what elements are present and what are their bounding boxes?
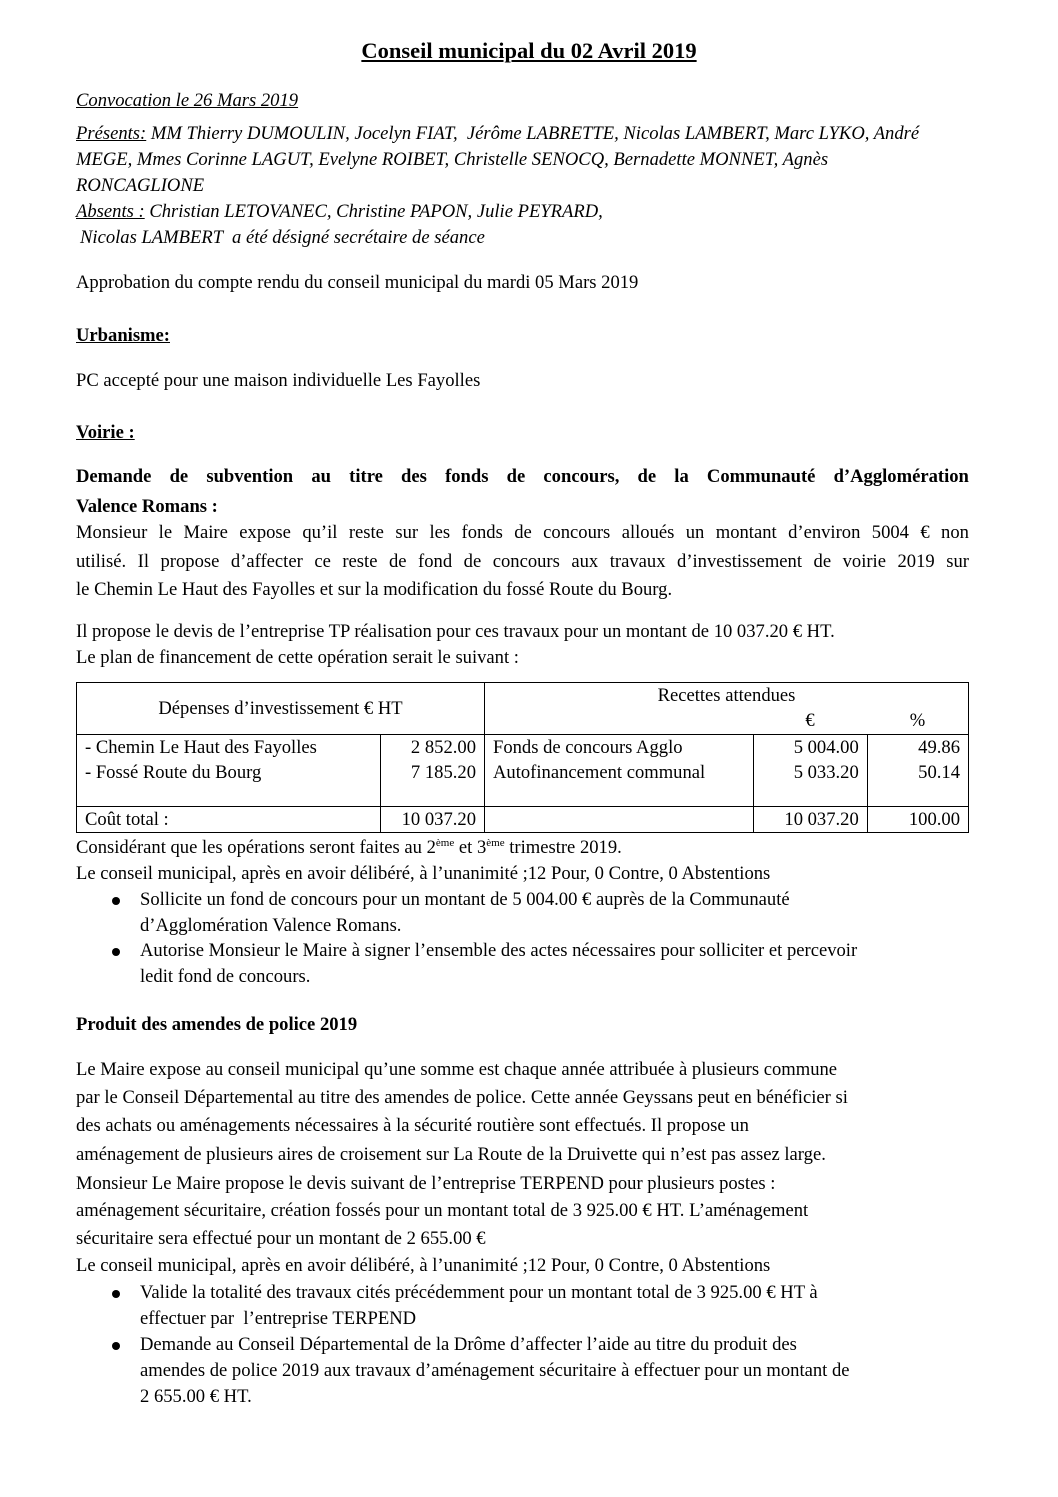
presents-line-3: RONCAGLIONE [76, 175, 205, 196]
word: ce [314, 551, 331, 572]
amendes-line: aménagement de plusieurs aires de croisement sur La Route de la Druivette qui n’est pas assez large. [76, 1144, 826, 1165]
percent-column-header: % [909, 710, 926, 731]
vote-line-2: Le conseil municipal, après en avoir délibéré, à l’unanimité ;12 Pour, 0 Contre, 0 Abstentions [76, 1255, 771, 1276]
word: les [429, 522, 451, 543]
euro-column-header: € [805, 710, 815, 731]
word: Monsieur [76, 522, 148, 543]
considerant-text: et 3 [454, 837, 487, 858]
word: utilisé. [76, 551, 127, 572]
word: au [311, 466, 331, 487]
total-recettes: 10 037.20 [753, 807, 867, 833]
word: travaux [609, 551, 666, 572]
depenses-header: Dépenses d’investissement € HT [77, 683, 485, 735]
word: d’environ [788, 522, 861, 543]
bullet-text: d’Agglomération Valence Romans. [140, 915, 402, 936]
word: de [169, 466, 189, 487]
devis-line: Il propose le devis de l’entreprise TP réalisation pour ces travaux pour un montant de 10 037.20 € HT. [76, 621, 835, 642]
amendes-line: Monsieur Le Maire propose le devis suivant de l’entreprise TERPEND pour plusieurs postes : [76, 1173, 776, 1194]
urbanisme-heading: Urbanisme: [76, 325, 170, 346]
word: de [463, 551, 482, 572]
word: reste [342, 551, 378, 572]
subvention-para-line-3: le Chemin Le Haut des Fayolles et sur la modification du fossé Route du Bourg. [76, 579, 673, 600]
word: sur [395, 522, 419, 543]
word: un [685, 522, 705, 543]
word: titre [349, 466, 383, 487]
depense-amount: 7 185.20 [410, 762, 476, 783]
depenses-labels-cell [77, 735, 381, 807]
considerant-line [76, 835, 622, 861]
amendes-line: par le Conseil Départemental au titre des amendes de police. Cette année Geyssans peut en bénéficier si [76, 1087, 848, 1108]
recette-percent: 49.86 [918, 737, 960, 758]
table-total-row [77, 807, 969, 833]
absents-line [76, 199, 603, 225]
word: d’Agglomération [833, 466, 969, 487]
subvention-para-line-1 [76, 520, 969, 546]
recette-percent: 50.14 [918, 762, 960, 783]
word: de [514, 522, 532, 543]
word: voirie [842, 551, 886, 572]
word: aux [571, 551, 599, 572]
bullet-icon [112, 1290, 120, 1298]
recettes-header: Recettes attendues [657, 685, 796, 706]
word: concours [492, 551, 560, 572]
subvention-heading-line-1 [76, 464, 969, 490]
bullet-text: effectuer par l’entreprise TERPEND [140, 1308, 417, 1329]
plan-financement-line: Le plan de financement de cette opération serait le suivant : [76, 647, 519, 668]
word: reste [348, 522, 384, 543]
bullet-text: Demande au Conseil Départemental de la Drôme d’affecter l’aide au titre du produit des [140, 1334, 797, 1355]
considerant-text: trimestre 2019. [504, 837, 622, 858]
recette-label: Fonds de concours Agglo [492, 737, 683, 758]
word: Il [137, 551, 149, 572]
presents-line-1 [76, 121, 919, 147]
recette-amount: 5 004.00 [793, 737, 859, 758]
amendes-line: sécuritaire sera effectué pour un montant de 2 655.00 € [76, 1228, 486, 1249]
urbanisme-text: PC accepté pour une maison individuelle Les Fayolles [76, 370, 481, 391]
word: d’investissement [677, 551, 803, 572]
word: expose [239, 522, 291, 543]
bullet-icon [112, 948, 120, 956]
bullet-text: Sollicite un fond de concours pour un montant de 5 004.00 € auprès de la Communauté [140, 889, 790, 910]
word: d’affecter [230, 551, 303, 572]
ordinal-suffix: ème [486, 837, 505, 849]
depense-amount: 2 852.00 [410, 737, 476, 758]
word: qu’il [302, 522, 338, 543]
bullet-icon [112, 1342, 120, 1350]
total-label: Coût total : [77, 807, 381, 833]
recette-amount: 5 033.20 [793, 762, 859, 783]
amendes-line: aménagement sécuritaire, création fossés pour un montant total de 3 925.00 € HT. L’aménagement [76, 1200, 809, 1221]
amendes-line: des achats ou aménagements nécessaires à la sécurité routière sont effectués. Il propose un [76, 1115, 749, 1136]
word: montant [715, 522, 777, 543]
bullet-icon [112, 897, 120, 905]
amendes-heading: Produit des amendes de police 2019 [76, 1014, 358, 1035]
secretaire-line: Nicolas LAMBERT a été désigné secrétaire de séance [80, 227, 485, 248]
word: la [674, 466, 689, 487]
presents-label: Présents: [76, 123, 147, 144]
ordinal-suffix: ème [435, 837, 455, 849]
depense-label: - Chemin Le Haut des Fayolles [85, 737, 317, 758]
total-depenses: 10 037.20 [381, 807, 485, 833]
amendes-line: Le Maire expose au conseil municipal qu’une somme est chaque année attribuée à plusieurs commune [76, 1059, 838, 1080]
word: des [401, 466, 427, 487]
voirie-heading: Voirie : [76, 422, 135, 443]
absents-label: Absents : [76, 201, 145, 222]
depense-label: - Fossé Route du Bourg [85, 762, 262, 783]
word: concours, [543, 466, 620, 487]
word: de [637, 466, 657, 487]
word: 2019 [897, 551, 935, 572]
recettes-labels-cell [484, 735, 753, 807]
total-empty-cell [484, 807, 753, 833]
word: 5004 [871, 522, 909, 543]
word: le [158, 522, 173, 543]
total-percent: 100.00 [867, 807, 968, 833]
word: Demande [76, 466, 152, 487]
word: fonds [461, 522, 503, 543]
subvention-para-line-2 [76, 549, 969, 575]
vote-line-1: Le conseil municipal, après en avoir délibéré, à l’unanimité ;12 Pour, 0 Contre, 0 Abstentions [76, 863, 771, 884]
word: de [388, 551, 407, 572]
bullet-text: ledit fond de concours. [140, 966, 311, 987]
word: Communauté [706, 466, 816, 487]
recettes-percent-cell [867, 735, 968, 807]
word: € [920, 522, 930, 543]
absents-names: Christian LETOVANEC, Christine PAPON, Julie PEYRARD, [144, 201, 603, 222]
presents-line-2: MEGE, Mmes Corinne LAGUT, Evelyne ROIBET, Christelle SENOCQ, Bernadette MONNET, Agnès [76, 149, 829, 170]
considerant-text: Considérant que les opérations seront faites au 2 [76, 837, 436, 858]
recettes-amounts-cell [753, 735, 867, 807]
word: de [506, 466, 526, 487]
word: fonds [445, 466, 489, 487]
financing-table [76, 682, 969, 833]
word: concours [543, 522, 611, 543]
table-header-row [77, 683, 969, 735]
bullet-text: 2 655.00 € HT. [140, 1386, 252, 1407]
recette-label: Autofinancement communal [492, 762, 706, 783]
recettes-header-cell [484, 683, 968, 735]
word: propose [160, 551, 220, 572]
word: Maire [183, 522, 228, 543]
word: sur [946, 551, 969, 572]
page-title: Conseil municipal du 02 Avril 2019 [361, 38, 697, 63]
depenses-amounts-cell [381, 735, 485, 807]
word: non [941, 522, 969, 543]
bullet-text: Autorise Monsieur le Maire à signer l’ensemble des actes nécessaires pour solliciter et percevoir [140, 940, 858, 961]
approbation-line: Approbation du compte rendu du conseil municipal du mardi 05 Mars 2019 [76, 272, 639, 293]
word: alloués [621, 522, 675, 543]
bullet-text: amendes de police 2019 aux travaux d’aménagement sécuritaire à effectuer pour un montant de [140, 1360, 850, 1381]
bullet-text: Valide la totalité des travaux cités précédemment pour un montant total de 3 925.00 € HT à [140, 1282, 818, 1303]
presents-names-1: MM Thierry DUMOULIN, Jocelyn FIAT, Jérôme LABRETTE, Nicolas LAMBERT, Marc LYKO, André [146, 123, 920, 144]
table-row [77, 735, 969, 807]
word: de [813, 551, 832, 572]
word: fond [418, 551, 453, 572]
convocation-date: Convocation le 26 Mars 2019 [76, 90, 299, 111]
subvention-heading-line-2: Valence Romans : [76, 496, 218, 517]
word: subvention [206, 466, 294, 487]
